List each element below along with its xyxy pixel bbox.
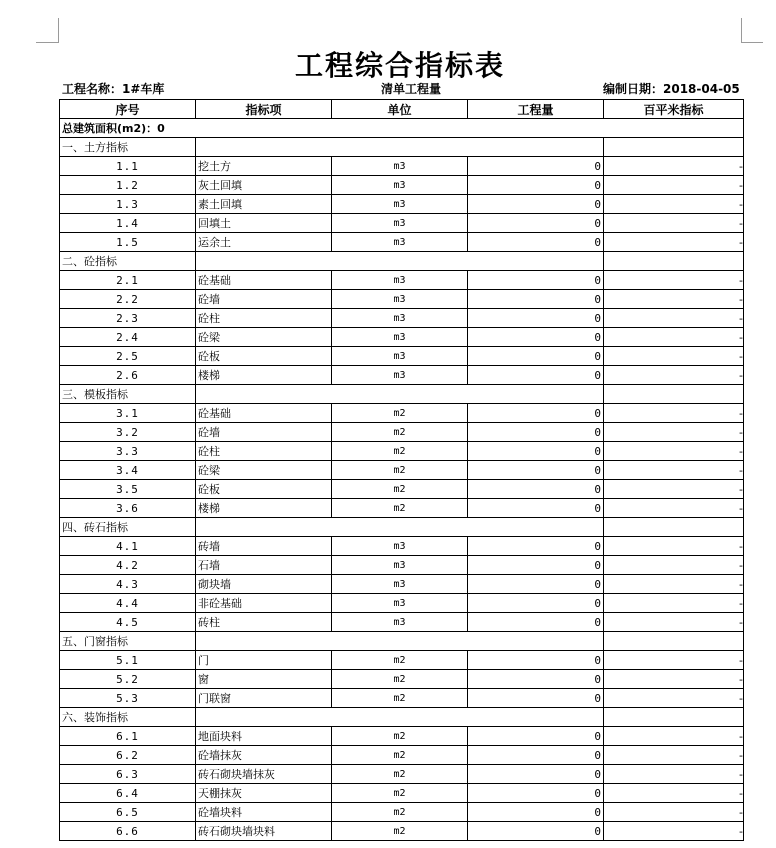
row-number: 4.5 (60, 613, 196, 632)
row-item: 砼柱 (196, 442, 332, 461)
col-header-qty: 工程量 (468, 100, 604, 119)
row-item: 非砼基础 (196, 594, 332, 613)
section-blank (196, 708, 604, 727)
row-number: 2.2 (60, 290, 196, 309)
section-row (60, 632, 744, 651)
row-number: 3.6 (60, 499, 196, 518)
table-row (60, 784, 744, 803)
row-unit: m2 (332, 746, 468, 765)
table-row (60, 290, 744, 309)
row-unit: m3 (332, 594, 468, 613)
table-row (60, 404, 744, 423)
row-index-value: - (604, 746, 744, 765)
section-blank-index (604, 518, 744, 537)
table-row (60, 214, 744, 233)
section-title: 五、门窗指标 (60, 632, 196, 651)
row-quantity: 0 (468, 290, 604, 309)
row-item: 砼板 (196, 480, 332, 499)
row-quantity: 0 (468, 651, 604, 670)
section-title: 一、土方指标 (60, 138, 196, 157)
row-item: 门 (196, 651, 332, 670)
section-row (60, 385, 744, 404)
row-item: 楼梯 (196, 366, 332, 385)
section-row (60, 708, 744, 727)
row-index-value: - (604, 594, 744, 613)
row-unit: m3 (332, 290, 468, 309)
row-item: 回填土 (196, 214, 332, 233)
row-item: 砼基础 (196, 271, 332, 290)
row-item: 砖石砌块墙抹灰 (196, 765, 332, 784)
row-index-value: - (604, 461, 744, 480)
table-row (60, 328, 744, 347)
table-row (60, 195, 744, 214)
row-index-value: - (604, 309, 744, 328)
crop-mark-left-v (58, 18, 59, 43)
row-unit: m2 (332, 423, 468, 442)
section-row (60, 138, 744, 157)
table-row (60, 575, 744, 594)
row-index-value: - (604, 214, 744, 233)
row-index-value: - (604, 556, 744, 575)
table-row (60, 594, 744, 613)
table-row (60, 480, 744, 499)
table-row (60, 822, 744, 841)
row-unit: m2 (332, 765, 468, 784)
row-unit: m2 (332, 480, 468, 499)
row-quantity: 0 (468, 328, 604, 347)
row-number: 4.4 (60, 594, 196, 613)
row-number: 4.1 (60, 537, 196, 556)
row-item: 砼墙块料 (196, 803, 332, 822)
table-row (60, 746, 744, 765)
row-quantity: 0 (468, 803, 604, 822)
row-index-value: - (604, 366, 744, 385)
row-unit: m2 (332, 651, 468, 670)
row-number: 2.1 (60, 271, 196, 290)
row-index-value: - (604, 537, 744, 556)
row-unit: m2 (332, 404, 468, 423)
table-row (60, 233, 744, 252)
row-quantity: 0 (468, 613, 604, 632)
row-number: 3.1 (60, 404, 196, 423)
row-number: 3.4 (60, 461, 196, 480)
row-item: 砼基础 (196, 404, 332, 423)
total-area-row (60, 119, 744, 138)
table-row (60, 670, 744, 689)
row-item: 窗 (196, 670, 332, 689)
row-item: 楼梯 (196, 499, 332, 518)
crop-mark-right-v (741, 18, 742, 43)
row-number: 6.5 (60, 803, 196, 822)
table-row (60, 556, 744, 575)
row-quantity: 0 (468, 784, 604, 803)
row-index-value: - (604, 499, 744, 518)
row-number: 3.3 (60, 442, 196, 461)
row-index-value: - (604, 651, 744, 670)
row-quantity: 0 (468, 480, 604, 499)
row-quantity: 0 (468, 366, 604, 385)
row-item: 地面块料 (196, 727, 332, 746)
row-unit: m2 (332, 442, 468, 461)
row-number: 5.1 (60, 651, 196, 670)
row-number: 1.4 (60, 214, 196, 233)
col-header-no: 序号 (60, 100, 196, 119)
row-number: 5.2 (60, 670, 196, 689)
row-unit: m3 (332, 271, 468, 290)
table-header-row (60, 100, 744, 119)
row-item: 门联窗 (196, 689, 332, 708)
col-header-unit: 单位 (332, 100, 468, 119)
row-item: 砼墙 (196, 290, 332, 309)
table-row (60, 803, 744, 822)
row-unit: m2 (332, 689, 468, 708)
table-row (60, 423, 744, 442)
row-unit: m3 (332, 575, 468, 594)
table-row (60, 765, 744, 784)
row-quantity: 0 (468, 176, 604, 195)
row-number: 6.4 (60, 784, 196, 803)
row-quantity: 0 (468, 157, 604, 176)
row-quantity: 0 (468, 404, 604, 423)
col-header-index: 百平米指标 (604, 100, 744, 119)
section-blank-index (604, 385, 744, 404)
table-row (60, 157, 744, 176)
section-blank (196, 632, 604, 651)
row-unit: m2 (332, 822, 468, 841)
row-quantity: 0 (468, 670, 604, 689)
row-index-value: - (604, 442, 744, 461)
section-blank (196, 252, 604, 271)
row-index-value: - (604, 480, 744, 499)
row-quantity: 0 (468, 423, 604, 442)
table-row (60, 499, 744, 518)
row-number: 4.2 (60, 556, 196, 575)
row-item: 砼墙 (196, 423, 332, 442)
row-unit: m3 (332, 176, 468, 195)
row-number: 1.5 (60, 233, 196, 252)
section-row (60, 252, 744, 271)
project-name: 工程名称：1#车库 (62, 82, 165, 96)
row-item: 天棚抹灰 (196, 784, 332, 803)
table-row (60, 727, 744, 746)
row-item: 砌块墙 (196, 575, 332, 594)
row-quantity: 0 (468, 271, 604, 290)
row-number: 3.2 (60, 423, 196, 442)
row-index-value: - (604, 670, 744, 689)
row-unit: m3 (332, 309, 468, 328)
row-number: 3.5 (60, 480, 196, 499)
row-index-value: - (604, 784, 744, 803)
table-row (60, 689, 744, 708)
row-index-value: - (604, 765, 744, 784)
col-header-item: 指标项 (196, 100, 332, 119)
section-blank-index (604, 138, 744, 157)
row-quantity: 0 (468, 746, 604, 765)
row-unit: m2 (332, 461, 468, 480)
table-row (60, 366, 744, 385)
row-unit: m2 (332, 499, 468, 518)
section-blank (196, 518, 604, 537)
table-row (60, 347, 744, 366)
section-blank (196, 385, 604, 404)
row-quantity: 0 (468, 214, 604, 233)
row-item: 砖石砌块墙块料 (196, 822, 332, 841)
table-row (60, 176, 744, 195)
row-index-value: - (604, 271, 744, 290)
row-number: 6.1 (60, 727, 196, 746)
section-title: 四、砖石指标 (60, 518, 196, 537)
row-quantity: 0 (468, 195, 604, 214)
row-quantity: 0 (468, 765, 604, 784)
row-number: 4.3 (60, 575, 196, 594)
row-index-value: - (604, 803, 744, 822)
row-unit: m3 (332, 366, 468, 385)
section-blank-index (604, 252, 744, 271)
row-quantity: 0 (468, 575, 604, 594)
row-item: 砖墙 (196, 537, 332, 556)
table-row (60, 442, 744, 461)
row-unit: m2 (332, 670, 468, 689)
row-unit: m3 (332, 556, 468, 575)
crop-mark-left-h (36, 42, 58, 43)
row-quantity: 0 (468, 347, 604, 366)
row-index-value: - (604, 328, 744, 347)
row-unit: m3 (332, 195, 468, 214)
row-number: 5.3 (60, 689, 196, 708)
row-quantity: 0 (468, 556, 604, 575)
table-row (60, 537, 744, 556)
row-item: 砼梁 (196, 461, 332, 480)
indicator-table (59, 99, 744, 841)
row-number: 6.2 (60, 746, 196, 765)
row-quantity: 0 (468, 442, 604, 461)
section-blank-index (604, 708, 744, 727)
table-row (60, 271, 744, 290)
row-number: 6.3 (60, 765, 196, 784)
row-item: 砼板 (196, 347, 332, 366)
section-title: 六、装饰指标 (60, 708, 196, 727)
row-quantity: 0 (468, 309, 604, 328)
row-unit: m3 (332, 347, 468, 366)
row-index-value: - (604, 727, 744, 746)
section-blank (196, 138, 604, 157)
row-index-value: - (604, 176, 744, 195)
section-row (60, 518, 744, 537)
row-number: 1.1 (60, 157, 196, 176)
section-blank-index (604, 632, 744, 651)
row-index-value: - (604, 613, 744, 632)
row-index-value: - (604, 347, 744, 366)
row-unit: m3 (332, 537, 468, 556)
row-quantity: 0 (468, 727, 604, 746)
row-index-value: - (604, 157, 744, 176)
row-item: 砖柱 (196, 613, 332, 632)
row-quantity: 0 (468, 499, 604, 518)
document-title: 工程综合指标表 (294, 49, 505, 82)
row-index-value: - (604, 689, 744, 708)
table-row (60, 309, 744, 328)
row-index-value: - (604, 423, 744, 442)
table-row (60, 461, 744, 480)
row-index-value: - (604, 195, 744, 214)
row-item: 砼墙抹灰 (196, 746, 332, 765)
row-unit: m3 (332, 613, 468, 632)
row-quantity: 0 (468, 537, 604, 556)
row-unit: m3 (332, 214, 468, 233)
row-item: 砼柱 (196, 309, 332, 328)
row-quantity: 0 (468, 461, 604, 480)
table-row (60, 613, 744, 632)
row-index-value: - (604, 575, 744, 594)
row-index-value: - (604, 822, 744, 841)
row-item: 砼梁 (196, 328, 332, 347)
row-item: 石墙 (196, 556, 332, 575)
row-item: 运余土 (196, 233, 332, 252)
row-number: 2.4 (60, 328, 196, 347)
row-item: 灰土回填 (196, 176, 332, 195)
row-number: 6.6 (60, 822, 196, 841)
crop-mark-right-h (741, 42, 763, 43)
row-number: 2.5 (60, 347, 196, 366)
row-number: 2.3 (60, 309, 196, 328)
row-number: 2.6 (60, 366, 196, 385)
row-quantity: 0 (468, 689, 604, 708)
table-row (60, 651, 744, 670)
row-index-value: - (604, 404, 744, 423)
row-number: 1.2 (60, 176, 196, 195)
total-area: 总建筑面积(m2)：0 (60, 119, 744, 138)
row-unit: m3 (332, 328, 468, 347)
row-number: 1.3 (60, 195, 196, 214)
row-quantity: 0 (468, 233, 604, 252)
row-unit: m2 (332, 803, 468, 822)
row-unit: m2 (332, 727, 468, 746)
date-label: 编制日期：2018-04-05 (603, 82, 740, 96)
section-title: 二、砼指标 (60, 252, 196, 271)
row-index-value: - (604, 290, 744, 309)
row-unit: m2 (332, 784, 468, 803)
row-index-value: - (604, 233, 744, 252)
row-quantity: 0 (468, 594, 604, 613)
row-item: 素土回填 (196, 195, 332, 214)
row-quantity: 0 (468, 822, 604, 841)
row-item: 挖土方 (196, 157, 332, 176)
section-title: 三、模板指标 (60, 385, 196, 404)
center-label: 清单工程量 (381, 82, 442, 96)
row-unit: m3 (332, 157, 468, 176)
row-unit: m3 (332, 233, 468, 252)
